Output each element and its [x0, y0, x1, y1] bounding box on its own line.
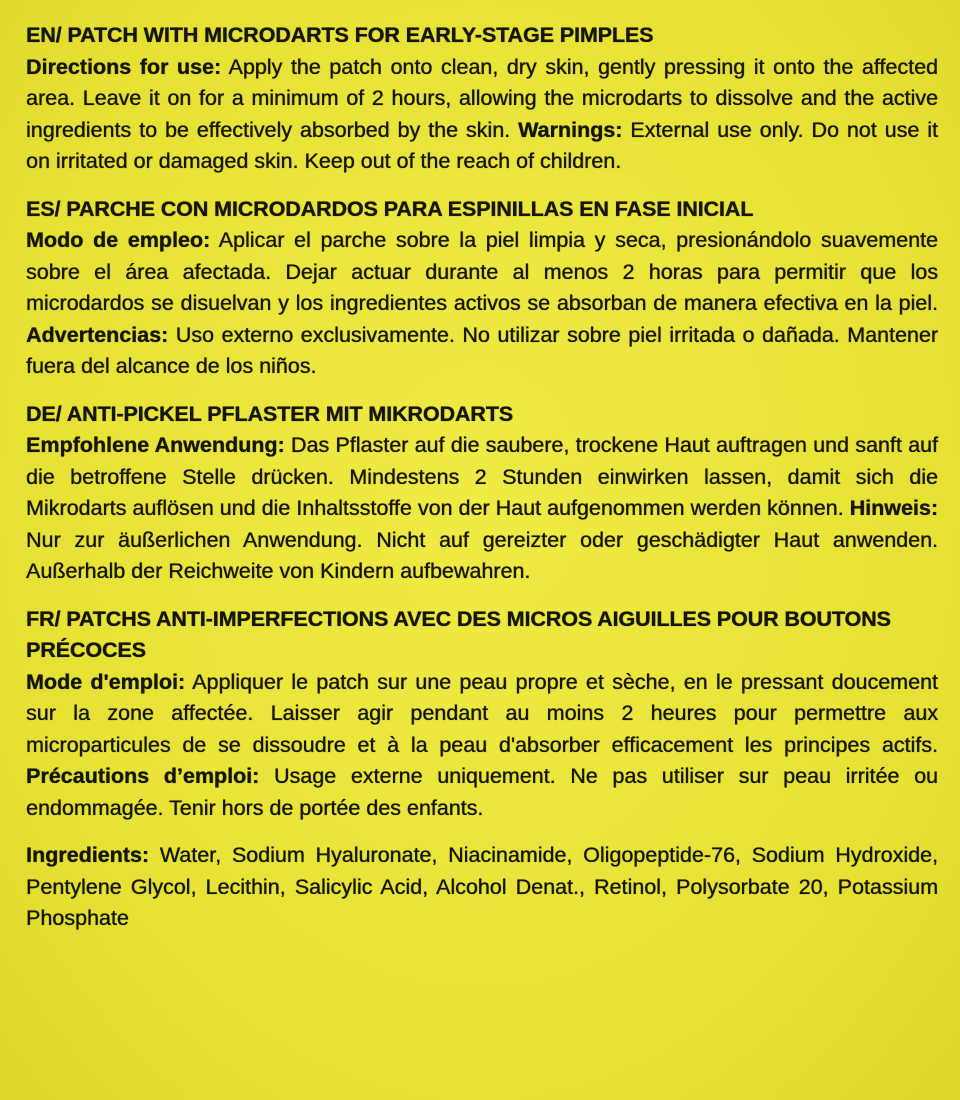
section-fr-heading: FR/ PATCHS ANTI-IMPERFECTIONS AVEC DES MICROS AIGUILLES POUR BOUTONS PRÉCOCES — [26, 606, 891, 662]
directions-label-en: Directions for use: — [26, 54, 222, 79]
section-es — [26, 194, 938, 383]
directions-text-fr: Appliquer le patch sur une peau propre et sèche, en le pressant doucement sur la zone affectée. Laisser agir pendant au moins 2 heures pour permettre aux microparticules de se dissoudre et à la peau d'absorber efficacement les principes actifs. — [26, 669, 938, 757]
warnings-text-fr: Usage externe uniquement. Ne pas utiliser sur peau irritée ou endommagée. Tenir hors de portée des enfants. — [26, 764, 938, 820]
warnings-text-en: External use only. Do not use it on irritated or damaged skin. Keep out of the reach of children. — [26, 117, 938, 173]
directions-label-es: Modo de empleo: — [26, 228, 211, 252]
directions-text-de: Das Pflaster auf die saubere, trockene Haut auftragen und sanft auf die betroffene Stelle drücken. Mindestens 2 Stunden einwirken lassen, damit sich die Mikrodarts auflösen und die Inhaltsstoffe von der Haut aufgenommen werden können. — [26, 433, 938, 520]
section-fr-body — [26, 667, 938, 825]
warnings-label-fr: Précautions d’emploi: — [26, 764, 260, 788]
section-en — [26, 20, 938, 178]
directions-text-en: Apply the patch onto clean, dry skin, gently pressing it onto the affected area. Leave it on for a minimum of 2 hours, allowing the microdarts to dissolve and the active ingredients to be effectively absorbed by the skin. — [26, 54, 938, 142]
section-en-heading: EN/ PATCH WITH MICRODARTS FOR EARLY-STAGE PIMPLES — [26, 23, 654, 47]
directions-label-de: Empfohlene Anwendung: — [26, 433, 285, 457]
ingredients-text: Water, Sodium Hyaluronate, Niacinamide, Oligopeptide-76, Sodium Hydroxide, Pentylene Glycol, Lecithin, Salicylic Acid, Alcohol Denat., Retinol, Polysorbate 20, Potassium Phosphate — [26, 843, 938, 930]
section-de-heading: DE/ ANTI-PICKEL PFLASTER MIT MIKRODARTS — [26, 401, 514, 426]
ingredients-label: Ingredients: — [26, 843, 150, 867]
directions-text-es: Aplicar el parche sobre la piel limpia y seca, presionándolo suavemente sobre el área afectada. Dejar actuar durante al menos 2 horas para permitir que los microdardos se disuelvan y los ingredientes activos se absorban de manera efectiva en la piel. — [26, 228, 938, 315]
warnings-text-de: Nur zur äußerlichen Anwendung. Nicht auf gereizter oder geschädigter Haut anwenden. Außerhalb der Reichweite von Kindern aufbewahren. — [26, 527, 938, 583]
directions-label-fr: Mode d'emploi: — [26, 669, 186, 694]
warnings-label-de: Hinweis: — [849, 496, 938, 520]
ingredients-list — [26, 840, 938, 935]
section-fr — [26, 604, 938, 825]
warnings-label-en: Warnings: — [518, 117, 623, 142]
section-es-heading: ES/ PARCHE CON MICRODARDOS PARA ESPINILLAS EN FASE INICIAL — [26, 196, 754, 221]
section-de-body — [26, 430, 938, 588]
section-es-body — [26, 225, 938, 383]
section-de — [26, 399, 938, 588]
warnings-text-es: Uso externo exclusivamente. No utilizar sobre piel irritada o dañada. Mantener fuera del alcance de los niños. — [26, 322, 938, 378]
section-en-body — [26, 52, 938, 178]
warnings-label-es: Advertencias: — [26, 322, 169, 347]
